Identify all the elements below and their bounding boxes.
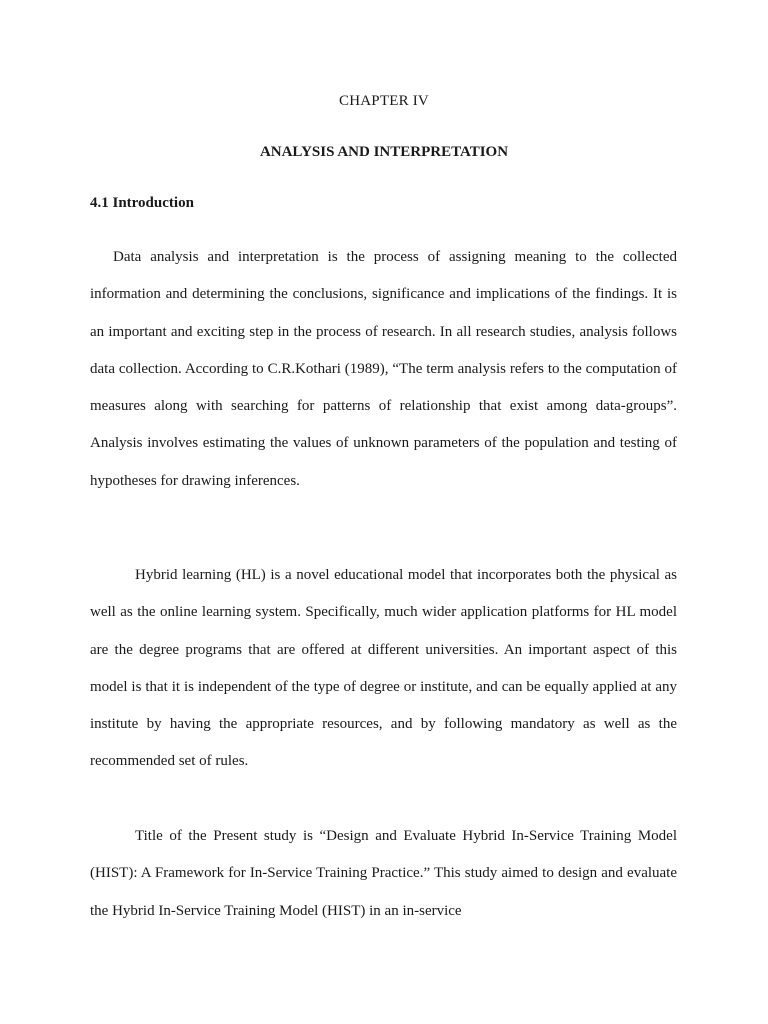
paragraph-study-title: Title of the Present study is “Design and Evaluate Hybrid In-Service Training Model (HIST): A Framework for In-Service Training Practice.” This study aimed to design and evaluate the Hybrid In-Service Training Model (HIST) in an in-service (90, 828, 677, 919)
paragraph-intro: Data analysis and interpretation is the process of assigning meaning to the collected information and determining the conclusions, significance and implications of the findings. It is an important and exciting step in the process of research. In all research studies, analysis follows data collection. According to C.R.Kothari (1989), “The term analysis refers to the computation of measures along with searching for patterns of relationship that exist among data-groups”. Analysis involves estimating the values of unknown parameters of the population and testing of hypotheses for drawing inferences. (90, 249, 677, 489)
section-heading: 4.1 Introduction (90, 195, 194, 211)
chapter-title: ANALYSIS AND INTERPRETATION (259, 144, 509, 160)
paragraph-hybrid-learning: Hybrid learning (HL) is a novel educational model that incorporates both the physical as well as the online learning system. Specifically, much wider application platforms for HL model are the degree programs that are offered at different universities. An important aspect of this model is that it is independent of the type of degree or institute, and can be equally applied at any institute by having the appropriate resources, and by following mandatory as well as the recommended set of rules. (90, 567, 677, 770)
chapter-label: CHAPTER IV (339, 93, 429, 109)
